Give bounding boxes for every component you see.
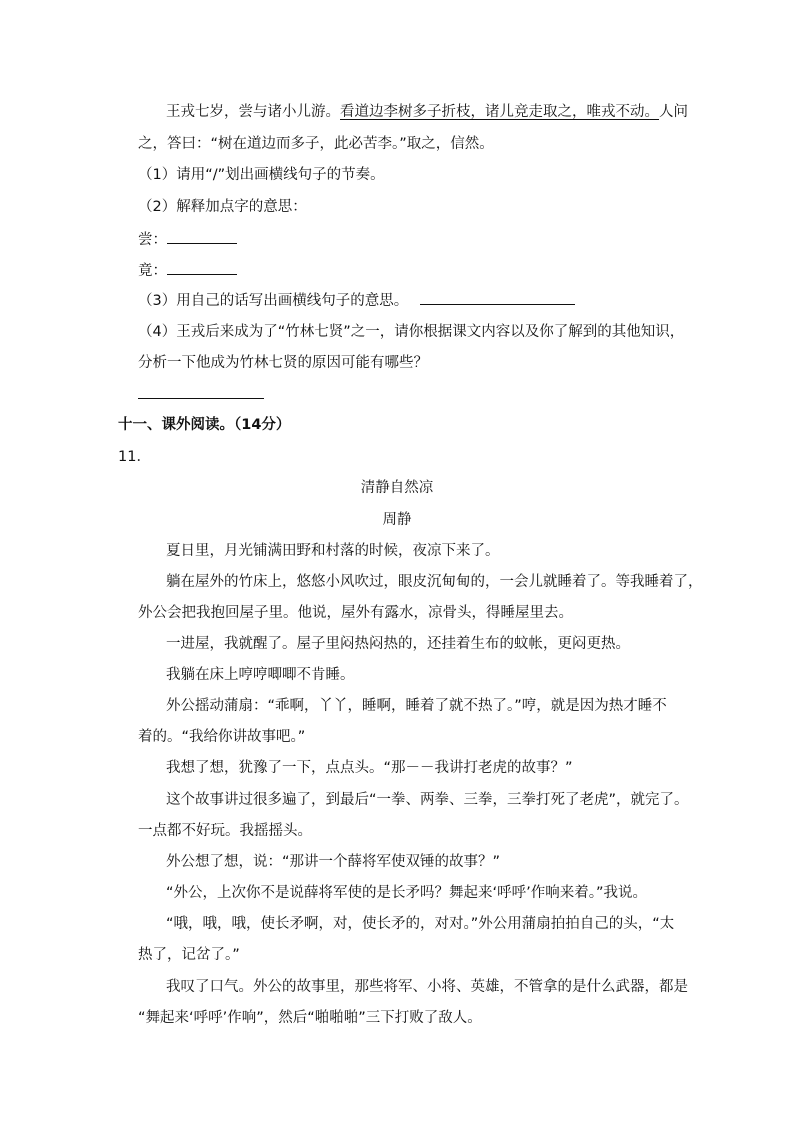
- article-line: 躺在屋外的竹床上，悠悠小风吹过，眼皮沉甸甸的，一会儿就睡着了。等我睡着了，: [166, 574, 703, 590]
- article-line: 我想了想，犹豫了一下，点点头。“那－－我讲打老虎的故事？”: [166, 760, 573, 776]
- article-author: 周静: [382, 512, 412, 528]
- question-2-item-b: [138, 260, 237, 281]
- section-heading: 十一、课外阅读。（14分）: [118, 417, 291, 433]
- passage-line-1: [166, 102, 688, 122]
- article-line: 一点都不好玩。我摇摇头。: [138, 823, 312, 839]
- answer-blank[interactable]: [420, 290, 575, 305]
- article-line: 热了，记岔了。”: [138, 947, 240, 963]
- question-2: （2）解释加点字的意思：: [138, 199, 307, 215]
- answer-blank[interactable]: [167, 229, 237, 244]
- question-1: （1）请用“/”划出画横线句子的节奏。: [138, 167, 385, 183]
- question-number: 11．: [118, 449, 151, 465]
- answer-blank[interactable]: [138, 384, 264, 399]
- article-line: “舞起来‘呼呼’作响”，然后“啪啪啪”三下打败了敌人。: [138, 1010, 482, 1026]
- article-line: “哦，哦，哦，使长矛啊，对，使长矛的，对对。”外公用蒲扇拍拍自己的头，“太: [166, 916, 675, 932]
- question-3-text: （3）用自己的话写出画横线句子的意思。: [138, 293, 409, 309]
- article-line: 我躺在床上哼哼唧唧不肯睡。: [166, 667, 355, 683]
- article-line: 这个故事讲过很多遍了，到最后“一拳、两拳、三拳，三拳打死了老虎”，就完了。: [166, 792, 689, 808]
- passage-line-2: 之，答曰：“树在道边而多子，此必苦李。”取之，信然。: [138, 136, 494, 152]
- question-4-line-1: （4）王戎后来成为了“竹林七贤”之一，请你根据课文内容以及你了解到的其他知识，: [138, 324, 685, 340]
- question-4-line-2: 分析一下他成为竹林七贤的原因可能有哪些？: [138, 355, 428, 371]
- question-4-answer: [138, 384, 264, 405]
- answer-blank[interactable]: [167, 260, 237, 275]
- article-line: 一进屋，我就醒了。屋子里闷热闷热的，还挂着生布的蚊帐，更闷更热。: [166, 636, 630, 652]
- article-line: 我叹了口气。外公的故事里，那些将军、小将、英雄，不管拿的是什么武器，都是: [166, 979, 688, 995]
- article-line: 外公想了想，说：“那讲一个薛将军使双锤的故事？”: [166, 854, 501, 870]
- answer-label: 尝：: [138, 232, 167, 248]
- answer-label: 竟：: [138, 263, 167, 279]
- passage-text: 人问: [659, 104, 688, 120]
- article-line: 着的。“我给你讲故事吧。”: [138, 729, 306, 745]
- question-2-item-a: [138, 229, 237, 250]
- article-line: 外公会把我抱回屋子里。他说，屋外有露水，凉骨头，得睡屋里去。: [138, 605, 573, 621]
- article-title: 清静自然凉: [360, 480, 434, 496]
- article-line: “外公，上次你不是说薛将军使的是长矛吗？舞起来‘呼呼’作响来着。”我说。: [166, 885, 647, 901]
- underlined-sentence: 看道边李树多子折枝，诸儿竞走取之，唯戎不动。: [340, 104, 659, 120]
- question-3: [138, 290, 575, 311]
- passage-text: 王戎七岁，尝与诸小儿游。: [166, 104, 340, 120]
- article-line: 外公摇动蒲扇：“乖啊，丫丫，睡啊，睡着了就不热了。”哼，就是因为热才睡不: [166, 698, 667, 714]
- article-line: 夏日里，月光铺满田野和村落的时候，夜凉下来了。: [166, 543, 500, 559]
